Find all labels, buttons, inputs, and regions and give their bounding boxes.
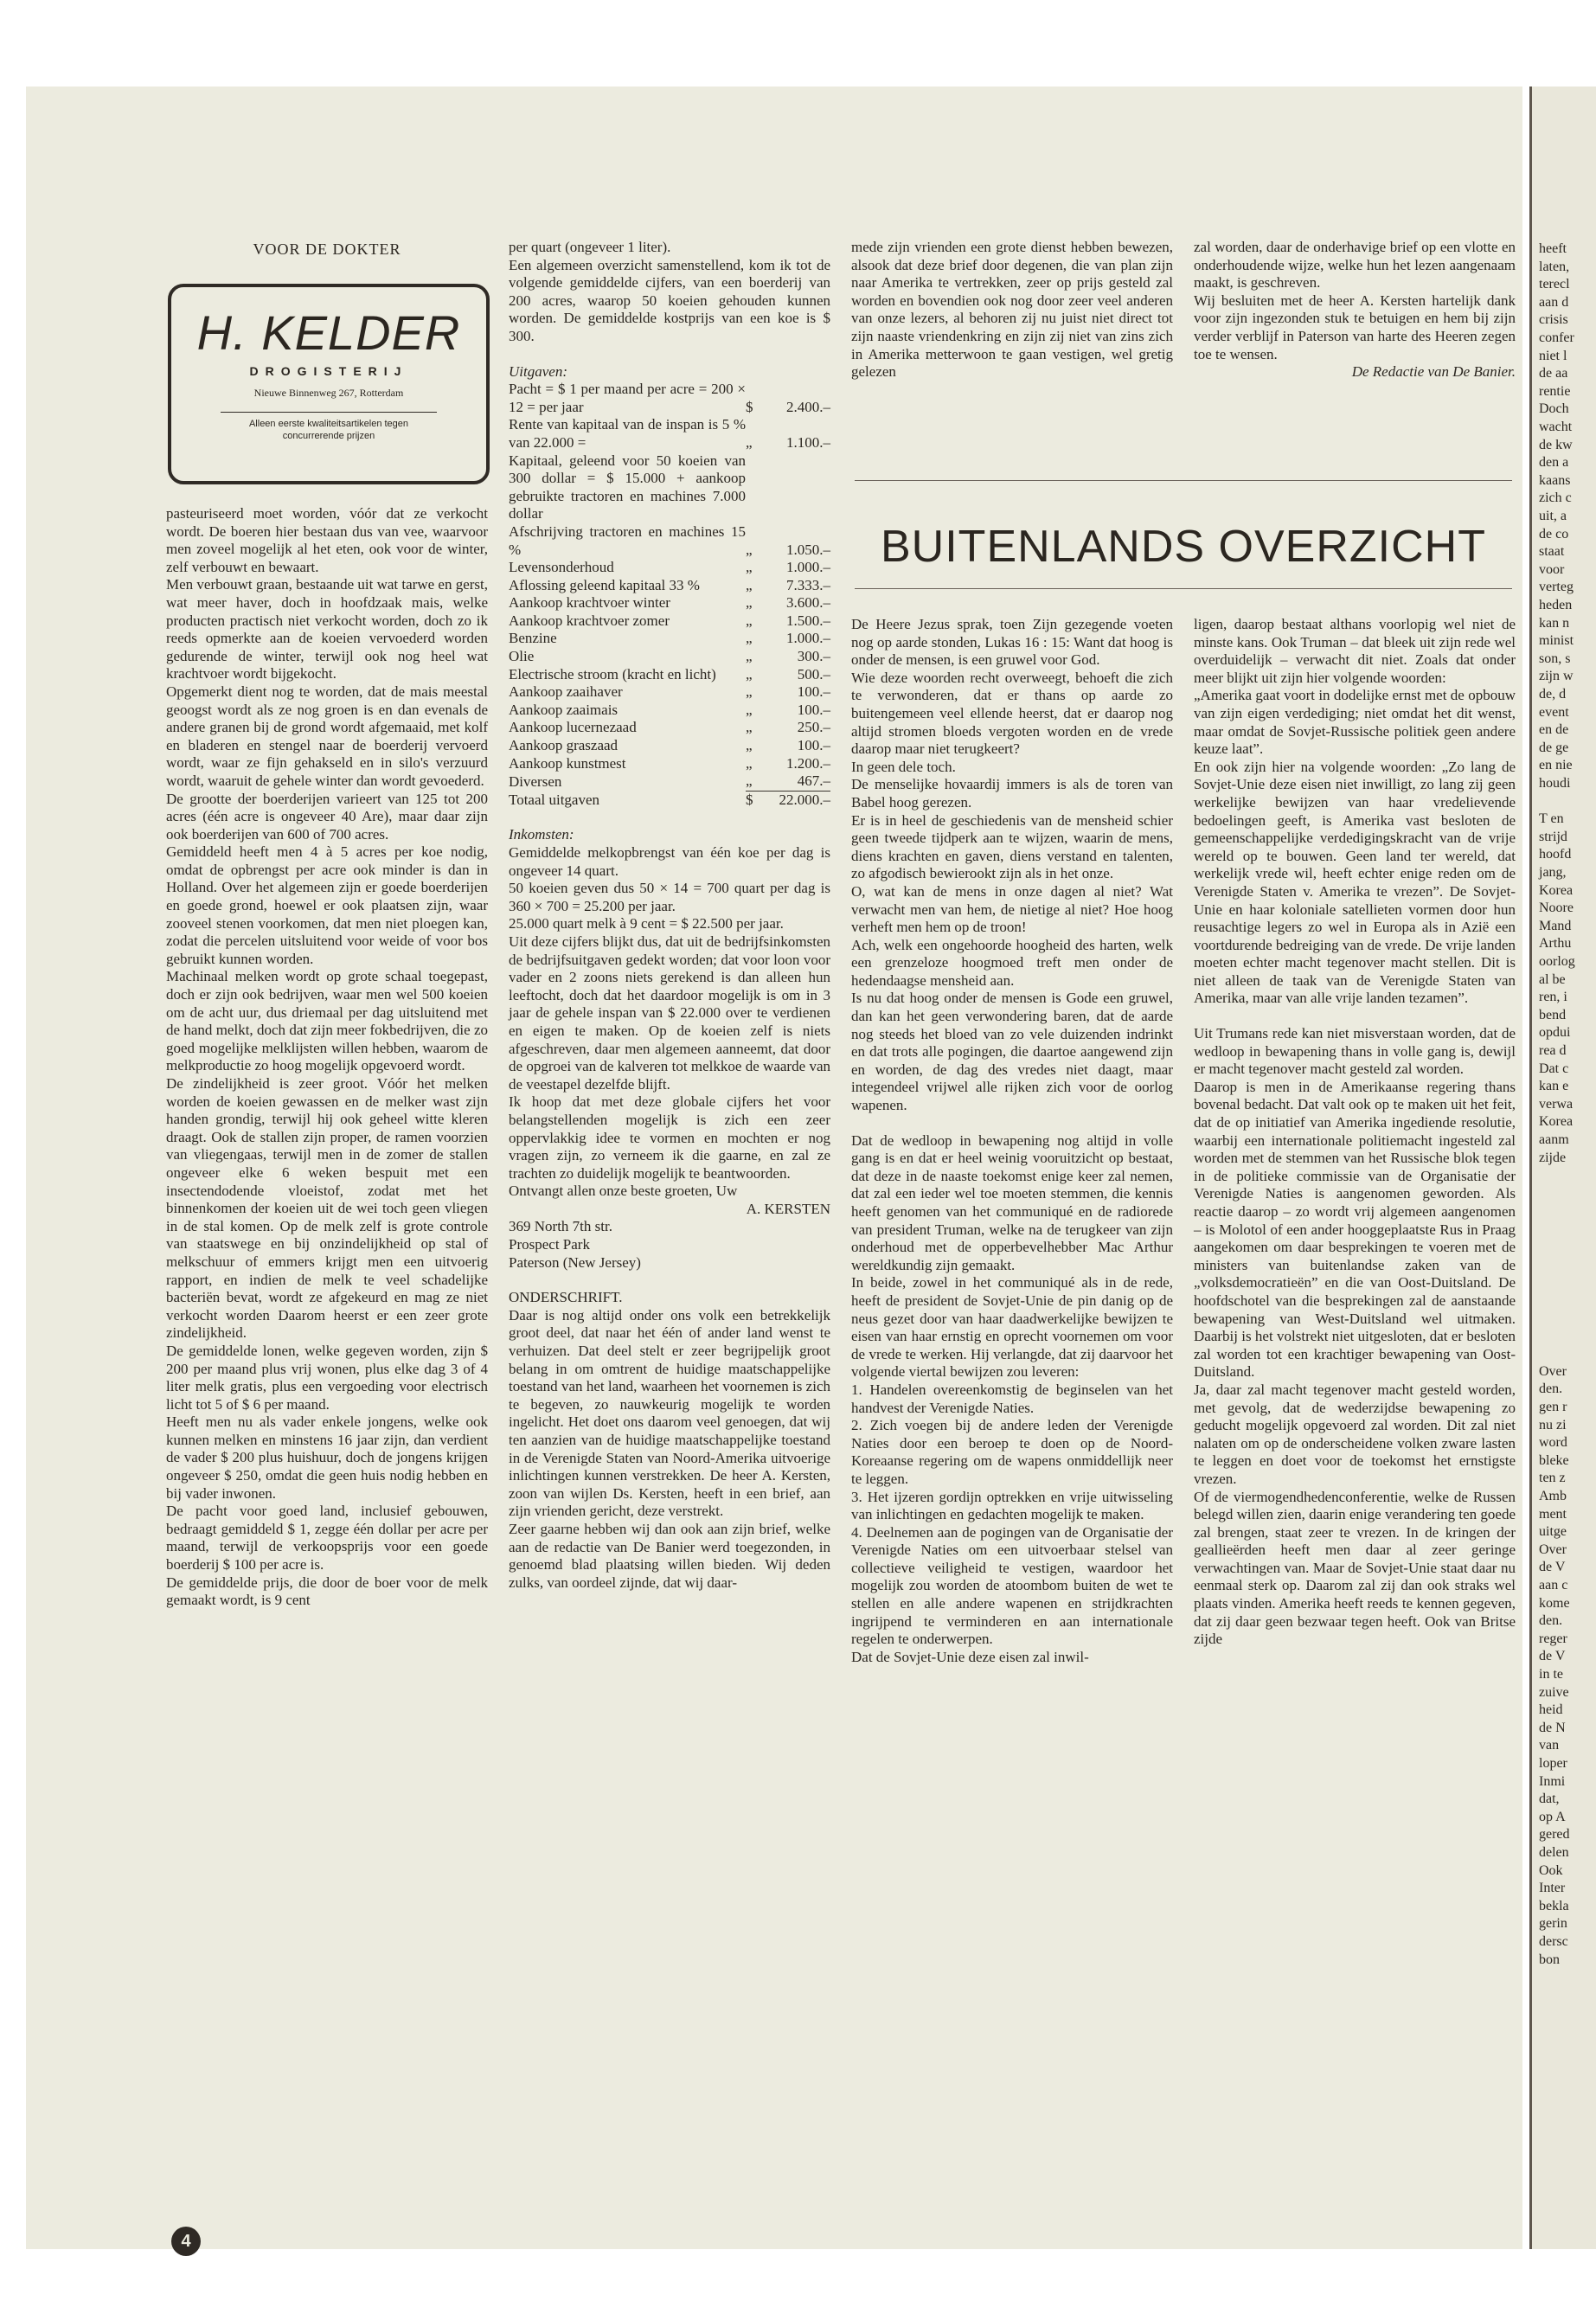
paragraph: Dat de wedloop in bewapening nog altijd in volle gang is en dat er heel weinig vooruitzicht op bestaat, dat deze in de naaste toekomst enige keer zal nemen, dat zal een ieder wel toe moeten stemmen, die kennis heeft genomen van het communiqué en de radiorede van president Truman, welke na de terugkeer van zijn onderhoud met de opperbevelhebber Mac Arthur wereldkundig zijn gemaakt. [851, 1131, 1173, 1273]
text-fragment: heeft [1539, 241, 1567, 256]
text-fragment: gered [1539, 1827, 1570, 1843]
text-fragment: verteg [1539, 580, 1574, 595]
text-fragment: Dat c [1539, 1061, 1569, 1076]
newspaper-page [26, 87, 1522, 2249]
text-fragment: de N [1539, 1720, 1566, 1735]
text-fragment: Inmi [1539, 1773, 1566, 1789]
text-fragment: de kw [1539, 437, 1573, 452]
text-fragment: den a [1539, 455, 1569, 471]
expense-symbol: „ [746, 559, 753, 576]
text-fragment: Over [1539, 1363, 1567, 1379]
text-fragment: Noore [1539, 901, 1574, 916]
expense-label: Aflossing geleend kapitaal 33 % [509, 576, 700, 593]
ad-address: Nieuwe Binnenweg 267, Rotterdam [253, 387, 404, 399]
text-fragment: zijde [1539, 1150, 1567, 1165]
expense-symbol: „ [746, 433, 753, 451]
paragraph: 4. Deelnemen aan de pogingen van de Organisatie der Verenigde Naties om een uitvoerbaar stelsel van collectieve veiligheid te vestigen, waardoor het mogelijk zou worden de atoombom buiten de wet te stellen en alle andere wapenen en strijdkrachten ingrijpend te verminderen en aan internationale regelen te onderwerpen. [851, 1523, 1173, 1648]
paragraph: zal worden, daar de onderhavige brief op een vlotte en onderhoudende wijze, welke hun het lezen aangenaam maakt, is geschreven. [1194, 239, 1516, 292]
expense-row [509, 702, 830, 720]
text-fragment: Doch [1539, 401, 1569, 417]
expense-value: 1.050.– [786, 541, 830, 558]
expense-value: 300.– [797, 648, 830, 665]
paragraph: De pacht voor goed land, inclusief gebouwen, bedraagt gemiddeld $ 1, zegge één dollar per acre per maand, terwijl de verkoopsprijs voor een goede boerderij $ 100 per acre is. [166, 1503, 488, 1574]
expense-symbol: „ [746, 772, 753, 790]
text-fragment: de aa [1539, 366, 1568, 381]
expense-row [509, 772, 830, 791]
paragraph: De gemiddelde prijs, die door de boer voor de melk gemaakt wordt, is 9 cent [166, 1574, 488, 1609]
paragraph: Daarop is men in de Amerikaanse regering thans bovenal bedacht. Dat valt ook op te maken uit het feit, dat de op initiatief van Amerika ingediende resolutie, waarbij een internationale politiemacht ingesteld zal worden met de stemmen van het Russische blok tegen in de politieke commissie van de Organisatie der Verenigde Naties is aangenomen geworden. Als reactie daarop – zo wordt vrij algemeen aangenomen – is Molotol of een ander hooggeplaatste Rus in Praag aangekomen om daar besprekingen te voeren met de ministers van buitenlandse zaken van de „volksdemocratieën” en die van Oost-Duitsland. De hoofdschotel van die besprekingen zal de aanstaande bewapening van West-Duitsland wel uitmaken. Daarbij is het volstrekt niet uitgesloten, dat er besloten zal worden tot een krachtiger bewapening van Oost-Duitsland. [1194, 1078, 1516, 1381]
ad-caption: VOOR DE DOKTER [253, 240, 401, 258]
address-line: Paterson (New Jersey) [509, 1253, 641, 1271]
text-fragment: T en [1539, 811, 1564, 827]
expense-symbol: „ [746, 665, 753, 683]
text-fragment: bend [1539, 1007, 1567, 1022]
column-1-article [166, 505, 488, 1610]
expense-symbol: „ [746, 701, 753, 718]
expense-value: 7.333.– [786, 576, 830, 593]
text-fragment: aan c [1539, 1578, 1568, 1593]
text-fragment: en nie [1539, 758, 1573, 773]
total-value: 22.000.– [760, 791, 830, 809]
expense-value: 1.100.– [786, 433, 830, 451]
expense-value: 1.000.– [786, 559, 830, 576]
ad-subtitle: DROGISTERIJ [249, 364, 408, 378]
expense-label: Kapitaal, geleend voor 50 koeien van 300 dollar = $ 15.000 + aankoop gebruikte tractoren en machines 7.000 dollar [509, 452, 746, 522]
text-fragment: staat [1539, 544, 1565, 560]
paragraph: De grootte der boerderijen varieert van 125 tot 200 acres (één acre is ongeveer 40 Are), maar daar zijn ook boerderijen van 600 of 700 acres. [166, 790, 488, 843]
editorial-signature: De Redactie van De Banier. [1351, 363, 1516, 381]
paragraph: In beide, zowel in het communiqué als in de rede, heeft de president de Sovjet-Unie de pin danig op de neus gezet door van haar daadwerkelijke bewijzen te eisen van haar ernstig en oprecht voornemen om voor de vrede te werken. Hij verlangde, dat zij daarvoor het volgende viertal bewijzen zou leveren: [851, 1274, 1173, 1381]
paragraph: Ach, welk een ongehoorde hoogheid des harten, welk een grenzeloze hoogmoed treft men onder de hedendaagse mensheid aan. [851, 936, 1173, 989]
expense-value: 1.200.– [786, 754, 830, 772]
text-fragment: Korea [1539, 1114, 1574, 1130]
expense-label: Afschrijving tractoren en machines 15 % [509, 522, 746, 558]
text-fragment: rea d [1539, 1043, 1567, 1058]
expense-symbol: „ [746, 648, 753, 665]
paragraph: mede zijn vrienden een grote dienst hebben bewezen, alsook dat deze brief door degenen, die van plan zijn naar Amerika te vertrekken, zeer op prijs gesteld zal worden en bovendien ook nog door zeer veel anderen van onze lezers, al behoren zij nu juist niet direct tot zijn naaste vriendenkring en zijn zij niet van zins zich in Amerika metterwoon te gaan vestigen, wel gretig gelezen [851, 239, 1173, 381]
paragraph: Is nu dat hoog onder de mensen is Gode een gruwel, dan kan het geen verwondering baren, dat de aarde nog steeds het bloed van zo vele duizenden indrinkt en dat trots alle pogingen, die daartoe aangewend zijn en worden, de dag des vredes niet daagt, maar integendeel vrijwel alle rijken zich voor de oorlog wapenen. [851, 990, 1173, 1114]
ad-divider [221, 412, 437, 413]
paragraph: 25.000 quart melk à 9 cent = $ 22.500 per jaar. [509, 915, 784, 933]
text-fragment: kan n [1539, 615, 1570, 631]
text-fragment: opdui [1539, 1025, 1571, 1041]
expense-row [509, 666, 830, 684]
paragraph: O, wat kan de mens in onze dagen al niet? Wat verwacht men van hem, de nietige al niet? Hoe hoog verheft men hem op de troon! [851, 882, 1173, 936]
expense-row [509, 612, 830, 631]
text-fragment: Mand [1539, 918, 1572, 933]
expense-label: Aankoop zaaimais [509, 701, 619, 718]
expense-value: 100.– [797, 737, 830, 754]
paragraph: Daar is nog altijd onder ons volk een betrekkelijk groot deel, dat naar het één of ander land wenst te verhuizen. Dat deel stelt er zeer begrijpelijk groot belang in om omtrent de huidige maatschappelijke toestand van het land, waarheen het voornemen is zich te begeven, zo nauwkeurig mogelijk te worden ingelicht. Het doet ons daarom veel genoegen, dat wij ten aanzien van de huidige maatschappelijke toestand in de Verenigde Staten van Noord-Amerika uitvoerige inlichtingen kunnen verstrekken. De heer A. Kersten, zoon van wijlen Ds. Kersten, heeft in een brief, aan zijn vrienden gericht, deze verstrekt. [509, 1306, 830, 1520]
text-fragment: confer [1539, 330, 1574, 345]
text-fragment: wacht [1539, 420, 1573, 434]
text-fragment: den. [1539, 1381, 1563, 1397]
text-fragment: de V [1539, 1560, 1566, 1575]
text-fragment: zuive [1539, 1684, 1569, 1700]
text-fragment: de ge [1539, 740, 1569, 755]
expense-label: Pacht = $ 1 per maand per acre = 200 × 12 = per jaar [509, 381, 746, 415]
text-fragment: op A [1539, 1809, 1566, 1824]
expense-value: 500.– [797, 665, 830, 683]
paragraph: Een algemeen overzicht samenstellend, kom ik tot de volgende gemiddelde cijfers, van een boerderij van 200 acres, waarop 50 koeien gehouden kunnen worden. De gemiddelde kostprijs van een koe is $ 300. [509, 256, 830, 344]
paragraph: Machinaal melken wordt op grote schaal toegepast, doch er zijn ook bedrijven, waar men wel 500 koeien om de acht uur, dus driemaal per dag uitsluitend met de hand melkt, doch dat zijn meer fokbedrijven, die zo goed mogelijke melklijsten willen hebben, waarom de melkproductie zo hoog mogelijk opgevoerd wordt. [166, 968, 488, 1074]
column-3-article [851, 616, 1173, 1666]
paragraph: Er is in heel de geschiedenis van de mensheid schier geen tweede tijdperk aan te wijzen, waarin de mens, diens krachten en gaven, diens verstand en talenten, zo afgodisch bewierookt zijn als in het onze. [851, 811, 1173, 882]
text-fragment: jang, [1539, 865, 1567, 880]
expense-label: Aankoop lucernezaad [509, 719, 637, 736]
expense-symbol [746, 452, 760, 523]
onderschrift-heading: ONDERSCHRIFT. [509, 1289, 623, 1306]
text-fragment: aanm [1539, 1132, 1569, 1147]
address-line: Prospect Park [509, 1236, 590, 1253]
expense-value: 2.400.– [786, 398, 830, 415]
text-fragment: bleke [1539, 1452, 1569, 1468]
paragraph: Ja, daar zal macht tegenover macht gesteld worden, met gevolg, dat de wederzijdse bewapening zo geducht mogelijk opgevoerd zal worden. Dit zal niet nalaten om op de onderscheidene volken zware lasten te leggen en doet voor de toekomst het ernstigste vrezen. [1194, 1381, 1516, 1487]
expense-symbol: „ [746, 576, 753, 593]
text-fragment: uit, a [1539, 509, 1567, 523]
paragraph: En ook zijn hier na volgende woorden: „Zo lang de Sovjet-Unie deze eisen niet inwilligt, zo lang zij geen werkelijke bewijzen van haar vredelievende bedoelingen geeft, is Amerika vast besloten de gemeenschappelijke verdedigingskracht van de vrije wereld op te bouwen. Geen land ter wereld, dat werkelijk vrede wil, heeft echter enige reden om de Verenigde Staten v. Amerika te vrezen”. De Sovjet-Unie en haar koloniale satellieten vormen door hun reusachtige legers zo wel in Europa als in Azië een voortdurende bedreiging van de vrede. De vrije landen moeten echter macht tegenover macht stellen. Dit is niet alleen de taak van de Verenigde Staten van Amerika, maar van alle vrije landen tezamen”. [1194, 758, 1516, 1007]
adjacent-page-edge [1529, 87, 1596, 2249]
column-4-article [1194, 616, 1516, 1649]
paragraph: De Heere Jezus sprak, toen Zijn gezegende voeten nog op aarde stonden, Lukas 16 : 15: Want dat hoog is onder de mensen, is een gruwel voor God. [851, 616, 1173, 669]
paragraph: 2. Zich voegen bij de andere leden der Verenigde Naties door een beroep te doen op de Noord-Koreaanse regering om de wapens onmiddellijk neer te leggen. [851, 1417, 1173, 1487]
expense-row [509, 755, 830, 773]
paragraph: per quart (ongeveer 1 liter). [509, 239, 671, 255]
expense-value: 250.– [797, 719, 830, 736]
expense-row [509, 594, 830, 612]
text-fragment: houdi [1539, 776, 1571, 791]
column-3-top [851, 239, 1173, 381]
column-2-article [509, 239, 830, 1592]
expense-symbol: „ [746, 612, 753, 629]
paragraph: pasteuriseerd moet worden, vóór dat ze verkocht wordt. De boeren hier bestaan dus van vee, waarvoor men zoveel mogelijk al het eten, ook voor de winter, zelf verbouwt en bewaart. [166, 505, 488, 575]
text-fragment: minist [1539, 633, 1574, 649]
text-fragment: strijd [1539, 829, 1567, 844]
expense-label: Olie [509, 648, 535, 665]
paragraph: 50 koeien geven dus 50 × 14 = 700 quart per dag is 360 × 700 = 25.200 per jaar. [509, 880, 830, 914]
expense-value: 467.– [797, 772, 830, 790]
expense-row [509, 452, 830, 523]
text-fragment: van [1539, 1738, 1560, 1753]
paragraph: 3. Het ijzeren gordijn optrekken en vrije uitwisseling van inlichtingen en gedachten mogelijk te maken. [851, 1488, 1173, 1523]
expense-row [509, 683, 830, 702]
expense-label: Levensonderhoud [509, 559, 614, 576]
text-fragment: bekla [1539, 1898, 1569, 1913]
text-fragment: dersc [1539, 1934, 1568, 1949]
expense-label: Aankoop zaaihaver [509, 683, 623, 701]
text-fragment: loper [1539, 1756, 1567, 1771]
text-fragment: de co [1539, 526, 1569, 542]
expense-symbol: „ [746, 541, 753, 558]
address-line: 369 North 7th str. [509, 1218, 612, 1235]
text-fragment: al be [1539, 971, 1566, 987]
income-heading: Inkomsten: [509, 826, 574, 843]
text-fragment: niet l [1539, 348, 1567, 363]
text-fragment: zich c [1539, 490, 1572, 506]
section-heading: BUITENLANDS OVERZICHT [881, 522, 1486, 572]
text-fragment: Arthu [1539, 936, 1572, 952]
expenses-total-row [509, 791, 830, 809]
expense-label: Aankoop krachtvoer winter [509, 594, 670, 612]
text-fragment: bon [1539, 1952, 1560, 1967]
expense-symbol: „ [746, 754, 753, 772]
text-fragment: heid [1539, 1702, 1563, 1718]
text-fragment: rentie [1539, 383, 1571, 399]
paragraph: Of de viermogendhedenconferentie, welke de Russen belegd willen zien, daarin enige verandering ten goede zal brengen, staat zeer te vrezen. In de kringen der geallieërden heeft men daar al zeer geringe verwachtingen van. Maar de Sovjet-Unie staat daar nu eenmaal sterk op. Daarom zal zij dan ook straks wel plaats vinden. Amerika heeft reeds te kennen gegeven, dat zij daar geen bezwaar tegen heeft. Ook van Britse zijde [1194, 1488, 1516, 1648]
expenses-heading: Uitgaven: [509, 362, 567, 380]
paragraph: De menselijke hovaardij immers is als de toren van Babel hoog gerezen. [851, 776, 1173, 811]
text-fragment: crisis [1539, 312, 1568, 328]
total-symbol: $ [746, 791, 760, 809]
text-fragment: Korea [1539, 882, 1574, 898]
total-label: Totaal uitgaven [509, 791, 600, 808]
expense-row [509, 416, 830, 452]
text-fragment: laten, [1539, 259, 1570, 274]
paragraph: ligen, daarop bestaat althans voorlopig wel niet de minste kans. Ook Truman – dat bleek uit zijn rede wel overduidelijk – verwacht dit niet. Zoals dat onder meer blijkt uit zijn hier volgende woorden: [1194, 616, 1516, 686]
paragraph: Men verbouwt graan, bestaande uit wat tarwe en gerst, wat meer haver, doch in hoofdzaak mais, welke producten practisch niet verkocht worden, doch zo ik reeds opmerkte aan de koeien vervoederd worden gedurende de winter, terwijl ook nog heel wat krachtvoer wordt bijgekocht. [166, 576, 488, 683]
expense-label: Electrische stroom (kracht en licht) [509, 665, 716, 683]
paragraph: Ik hoop dat met deze globale cijfers het voor belangstellenden mogelijk is zich een zeer oppervlakkig idee te vormen en mochten er nog vragen zijn, zo verneem ik die gaarne, en zal ze trachten zo duidelijk mogelijk te beantwoorden. [509, 1093, 830, 1182]
text-fragment: den. [1539, 1613, 1563, 1629]
text-fragment: nu zi [1539, 1417, 1567, 1433]
expense-value [760, 452, 830, 523]
expense-row [509, 719, 830, 737]
expense-row [509, 737, 830, 755]
expense-symbol: „ [746, 683, 753, 701]
section-divider [855, 588, 1512, 589]
expense-value: 3.600.– [786, 594, 830, 612]
paragraph: Wij besluiten met de heer A. Kersten hartelijk dank voor zijn ingezonden stuk te betuigen en hem bij zijn verder verblijf in Paterson van harte des Heeren zegen toe te wensen. [1194, 292, 1516, 362]
text-fragment: verwa [1539, 1096, 1574, 1112]
text-fragment: oorlog [1539, 954, 1575, 969]
expense-label: Aankoop graszaad [509, 737, 619, 754]
expenses-table [509, 381, 830, 809]
text-fragment: Inter [1539, 1881, 1566, 1896]
paragraph: „Amerika gaat voort in dodelijke ernst met de opbouw van zijn eigen verdediging; niet omdat het dit wenst, maar omdat de Sovjet-Russische politiek geen andere keuze laat”. [1194, 687, 1516, 758]
ad-tagline: Alleen eerste kwaliteitsartikelen tegen concurrerende prijzen [248, 419, 409, 441]
text-fragment: event [1539, 704, 1569, 720]
text-fragment: Ook [1539, 1862, 1563, 1878]
paragraph: Heeft men nu als vader enkele jongens, welke ook kunnen melken en minstens 16 jaar zijn, dan verdient de vader $ 200 plus huishuur, doch de jongens krijgen ongeveer $ 250, omdat die geen huis nodig hebben en bij vader inwonen. [166, 1413, 488, 1502]
column-4-top [1194, 239, 1516, 381]
paragraph: Uit Trumans rede kan niet misverstaan worden, dat de wedloop in bewapening thans in volle gang is, dewijl er macht tegenover macht gesteld zal worden. [1194, 1025, 1516, 1078]
expense-label: Diversen [509, 772, 562, 790]
text-fragment: zijn w [1539, 669, 1574, 684]
text-fragment: kan e [1539, 1079, 1569, 1094]
paragraph: In geen dele toch. [851, 758, 956, 775]
paragraph: Gemiddeld heeft men 4 à 5 acres per koe nodig, omdat de opbrengst per acre ook minder is dan in Holland. Over het algemeen zijn er goede boerderijen en goede grond, hoewel er ook plaatsen zijn, waar zooveel stenen voorkomen, dat men niet ploegen kan, zodat die percelen uitsluitend voor weide of voor bos gebruikt kunnen worden. [166, 843, 488, 967]
text-fragment: gerin [1539, 1916, 1567, 1932]
text-fragment: ten z [1539, 1471, 1566, 1486]
section-divider [855, 480, 1512, 481]
expense-row [509, 630, 830, 648]
expense-row [509, 523, 830, 559]
text-fragment: reger [1539, 1631, 1567, 1646]
text-fragment: ren, i [1539, 990, 1567, 1005]
text-fragment: son, s [1539, 651, 1571, 666]
ad-brand-name: H. KELDER [196, 305, 461, 360]
text-fragment: kaans [1539, 472, 1571, 488]
text-fragment: de, d [1539, 687, 1567, 702]
text-fragment: voor [1539, 561, 1565, 577]
text-fragment: heden [1539, 598, 1573, 612]
expense-value: 100.– [797, 701, 830, 718]
paragraph: Uit deze cijfers blijkt dus, dat uit de bedrijfsinkomsten de bedrijfsuitgaven gedekt worden; dat voor loon voor vader en 2 zoons niets gerekend is dan alleen hun leeftocht, doch dat het daardoor mogelijk is om in 3 jaar de gehele inspan van $ 22.000 over te verdienen en eigen te maken. Op de koeien zelf is niets afgeschreven, daar men algemeen aanneemt, dat door de opgroei van de kalveren tot melkkoe de waarde van de veestapel dezelfde blijft. [509, 933, 830, 1093]
expense-symbol: „ [746, 719, 753, 736]
text-fragment: Amb [1539, 1489, 1567, 1503]
expense-value: 1.000.– [786, 630, 830, 647]
paragraph: 1. Handelen overeenkomstig de beginselen van het handvest der Verenigde Naties. [851, 1381, 1173, 1416]
expense-value: 100.– [797, 683, 830, 701]
paragraph: Ontvangt allen onze beste groeten, Uw [509, 1183, 738, 1200]
text-fragment: delen [1539, 1845, 1569, 1860]
text-fragment: terecl [1539, 277, 1570, 292]
advertisement-box [168, 284, 490, 484]
text-fragment: en de [1539, 722, 1569, 738]
paragraph: Gemiddelde melkopbrengst van één koe per dag is ongeveer 14 quart. [509, 844, 830, 879]
expense-symbol: „ [746, 737, 753, 754]
letter-signature: A. KERSTEN [746, 1200, 830, 1217]
expense-row [509, 648, 830, 666]
expense-value: 1.500.– [786, 612, 830, 629]
paragraph: Zeer gaarne hebben wij dan ook aan zijn brief, welke aan de redactie van De Banier werd toegezonden, in genoemd blad plaatsing willen bieden. Wij deden zulks, van oordeel zijnde, dat wij daar- [509, 1520, 830, 1591]
expense-symbol: „ [746, 594, 753, 612]
expense-label: Benzine [509, 630, 557, 647]
expense-label: Rente van kapitaal van de inspan is 5 % van 22.000 = [509, 416, 746, 451]
expense-row [509, 577, 830, 595]
page-number: 4 [171, 2227, 201, 2256]
expense-row [509, 559, 830, 577]
expense-label: Aankoop krachtvoer zomer [509, 612, 670, 629]
text-fragment: Over [1539, 1541, 1567, 1557]
paragraph: Dat de Sovjet-Unie deze eisen zal inwil- [851, 1648, 1089, 1665]
paragraph: De zindelijkheid is zeer groot. Vóór het melken worden de koeien gewassen en de melker wast zijn handen grondig, terwijl hij ook geheel witte kleren draagt. Ook de stallen zijn proper, de ramen voorzien van vliegengaas, terwijl men in de zomer de stallen ongeveer elke 6 weken bespuit met een insectendodende vloeistof, zodat met het binnenkomen der koeien uit de wei toch geen vliegen in de stal komen. Op de melk zelf is grote controle van staatswege en bij onzindelijkheid op stal of melkschuur of emmers krijgt men een uitvoerig rapport, en indien de melk te veel schadelijke bacteriën bevat, wordt ze afgekeurd en mag ze niet verkocht worden Daarom heerst er een zeer grote zindelijkheid. [166, 1075, 488, 1342]
text-fragment: dat, [1539, 1791, 1560, 1807]
text-fragment: gen r [1539, 1400, 1567, 1414]
expense-symbol: $ [746, 398, 753, 415]
paragraph: Opgemerkt dient nog te worden, dat de mais meestal geoogst wordt als ze nog groen is en dan evenals de andere granen bij de grond wordt afgemaaid, met kolf en bladeren en stengel naar de boerderij vervoerd wordt, waar ze fijn gehakseld en in silo's verzuurd wordt, waaruit de gehele winter dan wordt gevoederd. [166, 683, 488, 789]
paragraph: Wie deze woorden recht overweegt, behoeft die zich te verwonderen, dat er thans op aarde zo buitengemeen veel ellende heerst, dat er daarop nog altijd stromen bloeds vergoten worden en de vrede daarop maar niet terugkeert? [851, 669, 1173, 758]
text-fragment: hoofd [1539, 847, 1572, 862]
text-fragment: kome [1539, 1595, 1570, 1611]
text-fragment: de V [1539, 1649, 1566, 1664]
text-fragment: ment [1539, 1506, 1567, 1522]
text-fragment: aan d [1539, 294, 1569, 310]
expense-row [509, 381, 830, 416]
expense-label: Aankoop kunstmest [509, 754, 626, 772]
text-fragment: word [1539, 1435, 1567, 1451]
paragraph: De gemiddelde lonen, welke gegeven worden, zijn $ 200 per maand plus vrij wonen, plus elke dag 3 of 4 liter melk gratis, plus een vergoeding voor electrisch licht tot 5 of $ 6 per maand. [166, 1342, 488, 1413]
expense-symbol: „ [746, 630, 753, 647]
text-fragment: in te [1539, 1667, 1563, 1682]
text-fragment: uitge [1539, 1524, 1567, 1540]
